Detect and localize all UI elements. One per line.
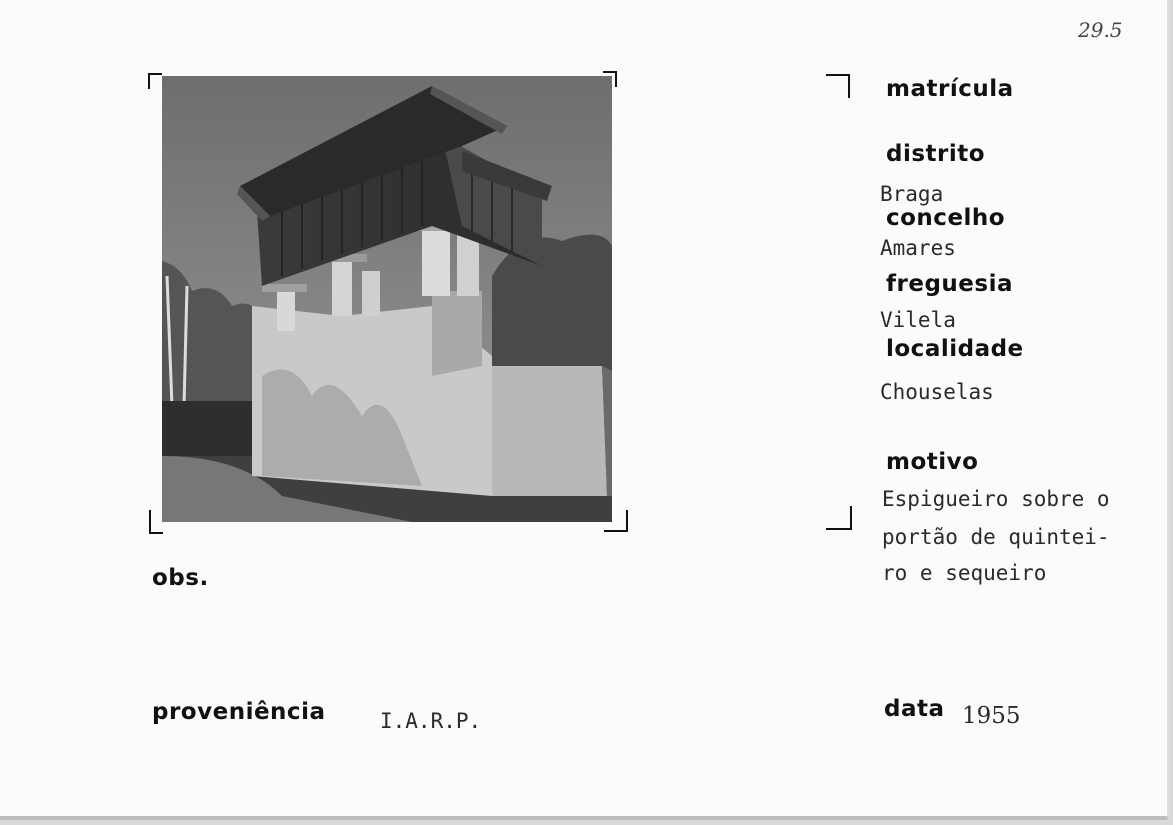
concelho-value: Amares — [880, 236, 956, 260]
data-value: 1955 — [962, 703, 1021, 729]
espigueiro-photograph — [162, 76, 612, 522]
crop-mark-bottom-left — [149, 510, 163, 534]
motivo-line-1: Espigueiro sobre o — [882, 487, 1110, 511]
crop-mark-top-left — [148, 73, 162, 89]
freguesia-label: freguesia — [886, 271, 1013, 297]
distrito-value: Braga — [880, 182, 944, 206]
localidade-value: Chouselas — [880, 380, 994, 404]
field-mark-bottom — [826, 506, 852, 530]
localidade-label: localidade — [886, 336, 1024, 362]
freguesia-value: Vilela — [880, 308, 956, 332]
field-mark-top — [826, 74, 850, 98]
matricula-label: matrícula — [886, 76, 1014, 102]
motivo-label: motivo — [886, 449, 979, 475]
reference-number: 29.5 — [1078, 18, 1123, 42]
distrito-label: distrito — [886, 141, 986, 167]
motivo-line-2: portão de quintei- — [882, 525, 1110, 549]
data-label: data — [884, 696, 945, 722]
proveniencia-value: I.A.R.P. — [380, 709, 482, 733]
concelho-label: concelho — [886, 205, 1006, 231]
proveniencia-label: proveniência — [152, 699, 326, 725]
motivo-line-3: ro e sequeiro — [882, 561, 1047, 585]
obs-label: obs. — [152, 565, 209, 591]
